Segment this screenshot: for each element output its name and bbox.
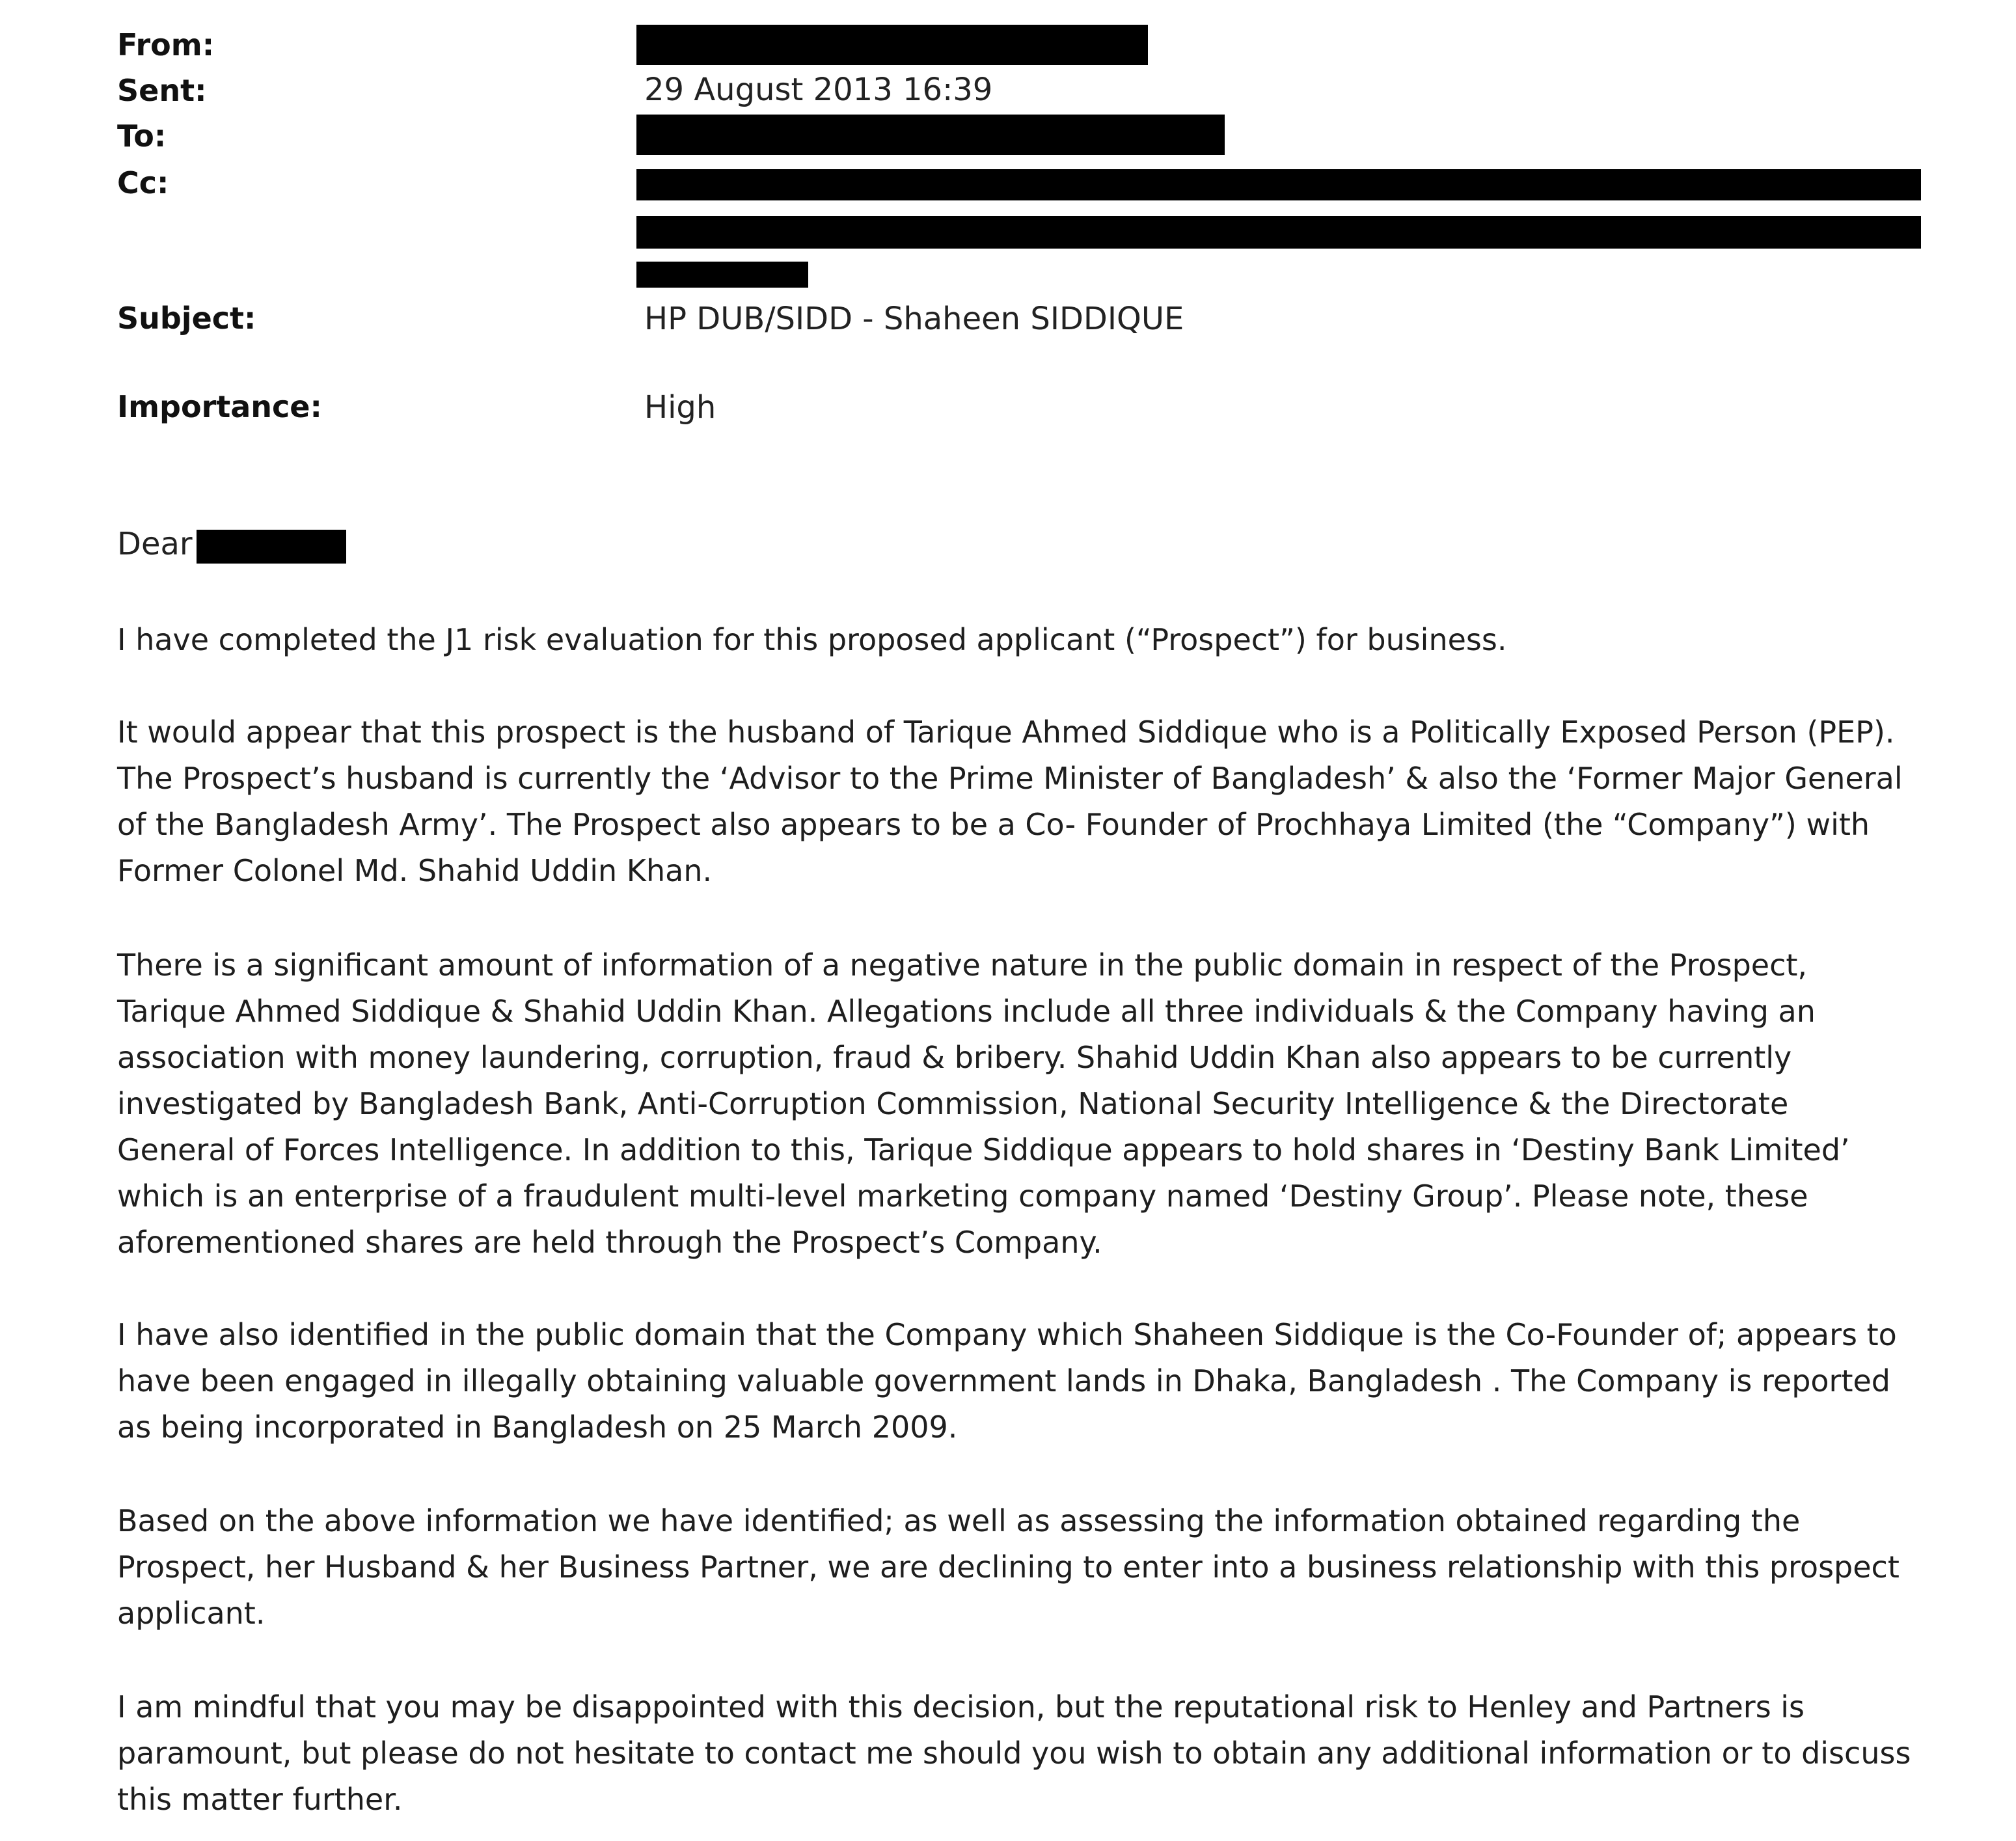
importance-value: High [644, 389, 716, 426]
to-redaction [636, 115, 1225, 155]
greeting [117, 526, 193, 562]
sent-label: Sent: [117, 73, 207, 108]
paragraph-1: I have completed the J1 risk evaluation for this proposed applicant (“Prospect”) for business. [117, 622, 1507, 657]
cc-redaction-line-2 [636, 216, 1921, 249]
to-label: To: [117, 118, 167, 154]
paragraph-3: There is a significant amount of information of a negative nature in the public domain in respect of the Prospect, Tarique Ahmed Siddique & Shahid Uddin Khan. Allegations include all three individuals & the Company having an association with money laundering, corruption, fraud & bribery. Shahid Uddin Khan also appears to be currently investigated by Bangladesh Bank, Anti-Corruption Commission, National Security Intelligence & the Directorate General of Forces Intelligence. In addition to this, Tarique Siddique appears to hold shares in ‘Destiny Bank Limited’ which is an enterprise of a fraudulent multi-level marketing company named ‘Destiny Group’. Please note, these aforementioned shares are held through the Prospect’s Company. [117, 948, 1850, 1260]
recipient-name-redaction [197, 530, 346, 564]
paragraph-5: Based on the above information we have identified; as well as assessing the information obtained regarding the Prospect, her Husband & her Business Partner, we are declining to enter into a business relationship with this prospect applicant. [117, 1503, 1900, 1631]
greeting-word: Dear [117, 526, 193, 562]
sent-value: 29 August 2013 16:39 [644, 72, 993, 108]
paragraph-6: I am mindful that you may be disappointed with this decision, but the reputational risk to Henley and Partners is paramount, but please do not hesitate to contact me should you wish to obtain any additional information or to discuss this matter further. [117, 1689, 1911, 1817]
subject-label: Subject: [117, 301, 256, 336]
paragraph-4: I have also identified in the public domain that the Company which Shaheen Siddique is the Co-Founder of; appears to have been engaged in illegally obtaining valuable government lands in Dhaka, Bangladesh . The Company is reported as being incorporated in Bangladesh on 25 March 2009. [117, 1317, 1897, 1445]
paragraph-2: It would appear that this prospect is the husband of Tarique Ahmed Siddique who is a Politically Exposed Person (PEP). The Prospect’s husband is currently the ‘Advisor to the Prime Minister of Bangladesh’ & also the ‘Former Major General of the Bangladesh Army’. The Prospect also appears to be a Co- Founder of Prochhaya Limited (the “Company”) with Former Colonel Md. Shahid Uddin Khan. [117, 715, 1903, 888]
importance-label: Importance: [117, 389, 322, 424]
from-redaction [636, 25, 1148, 65]
from-label: From: [117, 27, 215, 62]
subject-value: HP DUB/SIDD - Shaheen SIDDIQUE [644, 301, 1184, 337]
cc-label: Cc: [117, 165, 169, 200]
cc-redaction-line-1 [636, 169, 1921, 200]
cc-redaction-line-3 [636, 262, 808, 288]
